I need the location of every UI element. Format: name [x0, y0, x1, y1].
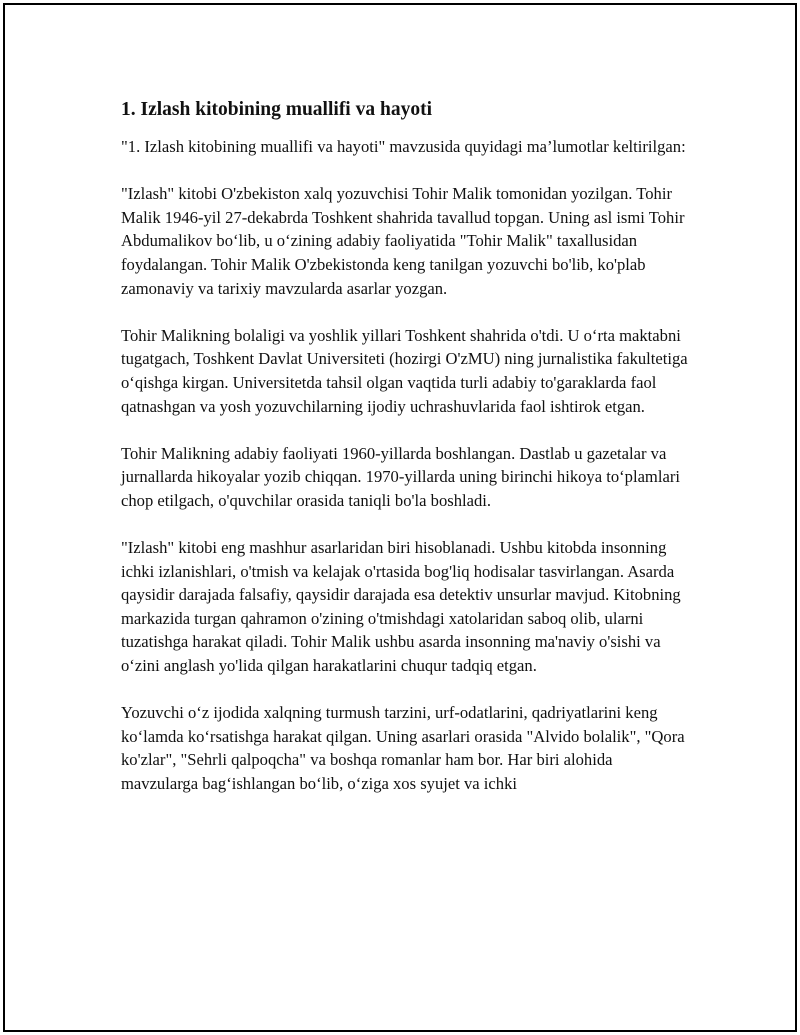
book-paragraph: "Izlash" kitobi eng mashhur asarlaridan biri hisoblanadi. Ushbu kitobda insonning ichki izlanishlari, o'tmish va kelajak o'rtasida bog'liq hodisalar tasvirlangan. Asarda qaysidir darajada falsafiy, qaysidir darajada esa detektiv unsurlar mavjud. Kitobning markazida turgan qahramon o'zining o'tmishdagi xatolaridan saboq olib, ularni tuzatishga harakat qiladi. Tohir Malik ushbu asarda insonning ma'naviy o'sishi va o‘zini anglash yo'lida qilgan harakatlarini chuqur tadqiq etgan. — [121, 538, 681, 676]
career-paragraph: Tohir Malikning adabiy faoliyati 1960-yillarda boshlangan. Dastlab u gazetalar va jurnallarda hikoyalar yozib chiqqan. 1970-yillarda uning birinchi hikoya to‘plamlari chop etilgach, o'quvchilar orasida taniqli bo'la boshladi. — [121, 443, 680, 510]
page-title: 1. Izlash kitobining muallifi va hayoti — [121, 99, 432, 120]
childhood-paragraph: Tohir Malikning bolaligi va yoshlik yillari Toshkent shahrida o'tdi. U o‘rta maktabni tugatgach, Toshkent Davlat Universiteti (hozirgi O'zMU) ning jurnalistika fakultetiga o‘qishga kirgan. Universitetda tahsil olgan vaqtida turli adabiy to'garaklarda faol qatnashgan va yosh yozuvchilarning ijodiy uchrashuvlarida faol ishtirok etgan. — [121, 325, 688, 416]
document-page — [3, 3, 797, 1032]
works-paragraph: Yozuvchi o‘z ijodida xalqning turmush tarzini, urf-odatlarini, qadriyatlarini keng ko‘lamda ko‘rsatishga harakat qilgan. Uning asarlari orasida "Alvido bolalik", "Qora ko'zlar", "Sehrli qalpoqcha" va boshqa romanlar ham bor. Har biri alohida mavzularga bag‘ishlangan bo‘lib, o‘ziga xos syujet va ichki — [121, 703, 685, 794]
intro-paragraph: "1. Izlash kitobining muallifi va hayoti" mavzusida quyidagi ma’lumotlar keltirilgan: — [121, 137, 686, 156]
author-paragraph: "Izlash" kitobi O'zbekiston xalq yozuvchisi Tohir Malik tomonidan yozilgan. Tohir Malik 1946-yil 27-dekabrda Toshkent shahrida tavallud topgan. Uning asl ismi Tohir Abdumalikov bo‘lib, u o‘zining adabiy faoliyatida "Tohir Malik" taxallusidan foydalangan. Tohir Malik O'zbekistonda keng tanilgan yozuvchi bo'lib, ko'plab zamonaviy va tarixiy mavzularda asarlar yozgan. — [121, 184, 685, 298]
document-body — [121, 97, 691, 819]
